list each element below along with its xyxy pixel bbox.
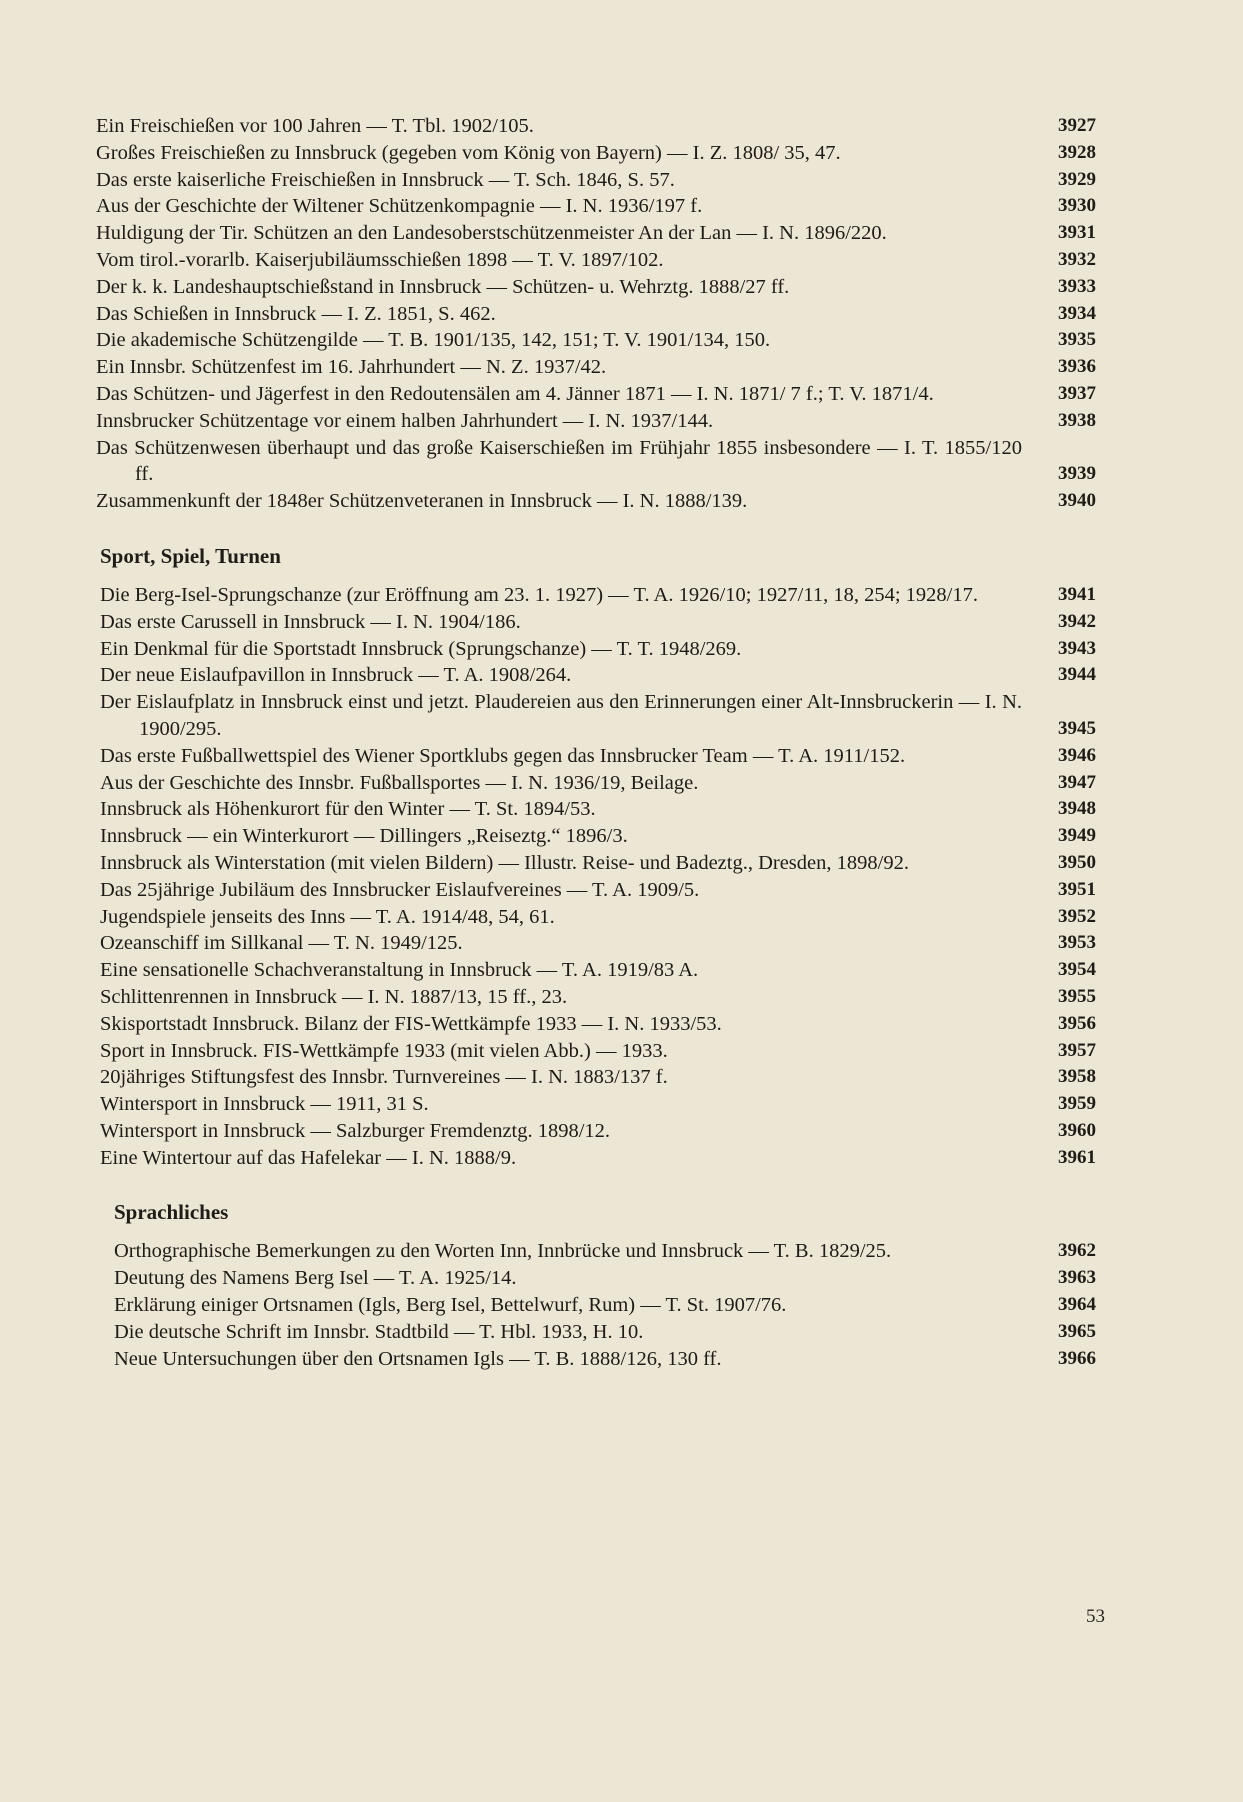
entry-text: Neue Untersuchungen über den Ortsnamen Igls — T. B. 1888/126, 130 ff. [114, 1347, 722, 1370]
entry-number: 3966 [1058, 1347, 1096, 1369]
entry-text: Der neue Eislaufpavillon in Innsbruck — T. A. 1908/264. [100, 664, 572, 687]
section-heading: Sport, Spiel, Turnen [100, 543, 281, 568]
entry-number: 3932 [1058, 248, 1096, 270]
entry-text: Das Schützenwesen überhaupt und das große Kaiserschießen im Frühjahr 1855 insbesondere — I. T. 1855/120 ff. [96, 436, 1022, 486]
bibliography-entry [96, 381, 1096, 408]
entry-number: 3941 [1058, 583, 1096, 605]
entry-number: 3937 [1058, 382, 1096, 404]
bibliography-entry [96, 167, 1096, 194]
section-schuetzen [96, 113, 1096, 515]
entry-number: 3946 [1058, 744, 1096, 766]
bibliography-entry [100, 850, 1096, 877]
entry-number: 3962 [1058, 1240, 1096, 1262]
bibliography-entry [100, 609, 1096, 636]
bibliography-entry [100, 662, 1096, 689]
bibliography-entry [100, 770, 1096, 797]
entry-text: Das 25jährige Jubiläum des Innsbrucker Eislaufvereines — T. A. 1909/5. [100, 878, 700, 901]
entry-text: Der k. k. Landeshauptschießstand in Innsbruck — Schützen- u. Wehrztg. 1888/27 ff. [96, 275, 790, 298]
bibliography-entry [100, 1145, 1096, 1172]
entry-text: Innsbruck als Höhenkurort für den Winter — T. St. 1894/53. [100, 798, 596, 821]
entry-number: 3936 [1058, 356, 1096, 378]
section-heading: Sprachliches [114, 1200, 229, 1225]
entry-text: Innsbruck — ein Winterkurort — Dillingers „Reiseztg.“ 1896/3. [100, 825, 628, 848]
bibliography-entry [114, 1292, 1096, 1319]
bibliography-entry [100, 636, 1096, 663]
bibliography-entry [114, 1346, 1096, 1373]
bibliography-entry [100, 930, 1096, 957]
entry-number: 3944 [1058, 664, 1096, 686]
bibliography-entry [96, 327, 1096, 354]
entry-number: 3931 [1058, 222, 1096, 244]
entry-number: 3949 [1058, 825, 1096, 847]
entry-number: 3958 [1058, 1066, 1096, 1088]
section-sport [100, 543, 1096, 1172]
entry-list [100, 582, 1096, 1172]
entry-text: 20jähriges Stiftungsfest des Innsbr. Turnvereines — I. N. 1883/137 f. [100, 1066, 668, 1089]
bibliography-entry [100, 689, 1096, 743]
bibliography-entry [96, 274, 1096, 301]
entry-text: Schlittenrennen in Innsbruck — I. N. 1887/13, 15 ff., 23. [100, 985, 568, 1008]
bibliography-entry [100, 823, 1096, 850]
bibliography-entry [100, 1064, 1096, 1091]
entry-list [96, 113, 1096, 515]
bibliography-entry [114, 1265, 1096, 1292]
entry-text: Deutung des Namens Berg Isel — T. A. 1925/14. [114, 1267, 517, 1290]
entry-number: 3960 [1058, 1119, 1096, 1141]
entry-text: Zusammenkunft der 1848er Schützenveteranen in Innsbruck — I. N. 1888/139. [96, 490, 748, 513]
page-number: 53 [1086, 1606, 1105, 1627]
entry-text: Das Schießen in Innsbruck — I. Z. 1851, S. 462. [96, 302, 496, 325]
bibliography-entry [100, 1038, 1096, 1065]
entry-text: Ein Innsbr. Schützenfest im 16. Jahrhundert — N. Z. 1937/42. [96, 356, 607, 379]
entry-list [114, 1238, 1096, 1372]
bibliography-entry [100, 1091, 1096, 1118]
entry-number: 3957 [1058, 1039, 1096, 1061]
entry-text: Wintersport in Innsbruck — Salzburger Fremdenztg. 1898/12. [100, 1119, 611, 1142]
bibliography-entry [96, 113, 1096, 140]
entry-number: 3939 [1058, 463, 1096, 485]
bibliography-entry [100, 1118, 1096, 1145]
entry-number: 3943 [1058, 637, 1096, 659]
bibliography-entry [96, 435, 1096, 489]
entry-text: Aus der Geschichte des Innsbr. Fußballsportes — I. N. 1936/19, Beilage. [100, 771, 699, 794]
bibliography-page [96, 113, 1096, 1372]
bibliography-entry [96, 193, 1096, 220]
entry-text: Orthographische Bemerkungen zu den Worten Inn, Innbrücke und Innsbruck — T. B. 1829/25. [114, 1240, 892, 1263]
entry-text: Das erste kaiserliche Freischießen in Innsbruck — T. Sch. 1846, S. 57. [96, 168, 675, 191]
entry-number: 3956 [1058, 1012, 1096, 1034]
entry-number: 3955 [1058, 985, 1096, 1007]
entry-text: Aus der Geschichte der Wiltener Schützenkompagnie — I. N. 1936/197 f. [96, 195, 703, 218]
bibliography-entry [100, 904, 1096, 931]
entry-number: 3951 [1058, 878, 1096, 900]
bibliography-entry [96, 488, 1096, 515]
entry-text: Huldigung der Tir. Schützen an den Landesoberstschützenmeister An der Lan — I. N. 1896/220. [96, 222, 887, 245]
entry-text: Innsbrucker Schützentage vor einem halben Jahrhundert — I. N. 1937/144. [96, 409, 714, 432]
entry-text: Jugendspiele jenseits des Inns — T. A. 1914/48, 54, 61. [100, 905, 555, 928]
entry-text: Die deutsche Schrift im Innsbr. Stadtbild — T. Hbl. 1933, H. 10. [114, 1320, 644, 1343]
entry-number: 3940 [1058, 490, 1096, 512]
entry-text: Wintersport in Innsbruck — 1911, 31 S. [100, 1093, 429, 1116]
bibliography-entry [100, 582, 1096, 609]
bibliography-entry [96, 140, 1096, 167]
entry-number: 3933 [1058, 275, 1096, 297]
bibliography-entry [114, 1319, 1096, 1346]
entry-number: 3965 [1058, 1320, 1096, 1342]
entry-text: Großes Freischießen zu Innsbruck (gegeben vom König von Bayern) — I. Z. 1808/ 35, 47. [96, 141, 841, 164]
entry-number: 3953 [1058, 932, 1096, 954]
bibliography-entry [100, 796, 1096, 823]
entry-text: Das erste Fußballwettspiel des Wiener Sportklubs gegen das Innsbrucker Team — T. A. 1911/152. [100, 744, 906, 767]
entry-text: Ein Freischießen vor 100 Jahren — T. Tbl. 1902/105. [96, 115, 534, 137]
entry-number: 3959 [1058, 1093, 1096, 1115]
entry-number: 3950 [1058, 851, 1096, 873]
entry-number: 3954 [1058, 959, 1096, 981]
entry-text: Das erste Carussell in Innsbruck — I. N. 1904/186. [100, 610, 521, 633]
entry-number: 3938 [1058, 409, 1096, 431]
entry-text: Ozeanschiff im Sillkanal — T. N. 1949/125. [100, 932, 463, 955]
entry-number: 3929 [1058, 168, 1096, 190]
bibliography-entry [100, 957, 1096, 984]
entry-number: 3964 [1058, 1294, 1096, 1316]
entry-number: 3934 [1058, 302, 1096, 324]
bibliography-entry [114, 1238, 1096, 1265]
entry-number: 3928 [1058, 141, 1096, 163]
entry-number: 3963 [1058, 1267, 1096, 1289]
entry-text: Ein Denkmal für die Sportstadt Innsbruck (Sprungschanze) — T. T. 1948/269. [100, 637, 742, 660]
entry-text: Vom tirol.-vorarlb. Kaiserjubiläumsschießen 1898 — T. V. 1897/102. [96, 248, 664, 271]
bibliography-entry [100, 877, 1096, 904]
entry-text: Innsbruck als Winterstation (mit vielen Bildern) — Illustr. Reise- und Badeztg., Dresden, 1898/92. [100, 851, 909, 874]
entry-text: Das Schützen- und Jägerfest in den Redoutensälen am 4. Jänner 1871 — I. N. 1871/ 7 f.; T. V. 1871/4. [96, 382, 934, 405]
bibliography-entry [96, 354, 1096, 381]
bibliography-entry [96, 408, 1096, 435]
entry-text: Die akademische Schützengilde — T. B. 1901/135, 142, 151; T. V. 1901/134, 150. [96, 329, 771, 352]
entry-text: Sport in Innsbruck. FIS-Wettkämpfe 1933 (mit vielen Abb.) — 1933. [100, 1039, 668, 1062]
entry-text: Erklärung einiger Ortsnamen (Igls, Berg Isel, Bettelwurf, Rum) — T. St. 1907/76. [114, 1294, 787, 1317]
entry-number: 3945 [1058, 717, 1096, 739]
bibliography-entry [100, 1011, 1096, 1038]
entry-number: 3927 [1058, 115, 1096, 136]
entry-text: Skisportstadt Innsbruck. Bilanz der FIS-Wettkämpfe 1933 — I. N. 1933/53. [100, 1012, 722, 1035]
entry-number: 3930 [1058, 195, 1096, 217]
entry-number: 3952 [1058, 905, 1096, 927]
entry-number: 3947 [1058, 771, 1096, 793]
bibliography-entry [100, 743, 1096, 770]
entry-number: 3961 [1058, 1146, 1096, 1168]
entry-number: 3948 [1058, 798, 1096, 820]
entry-text: Eine Wintertour auf das Hafelekar — I. N. 1888/9. [100, 1146, 517, 1169]
bibliography-entry [100, 984, 1096, 1011]
entry-text: Die Berg-Isel-Sprungschanze (zur Eröffnung am 23. 1. 1927) — T. A. 1926/10; 1927/11, 18, 254; 1928/17. [100, 583, 978, 606]
section-sprachliches [114, 1199, 1096, 1372]
bibliography-entry [96, 301, 1096, 328]
bibliography-entry [96, 247, 1096, 274]
entry-text: Eine sensationelle Schachveranstaltung in Innsbruck — T. A. 1919/83 A. [100, 959, 699, 982]
entry-number: 3942 [1058, 610, 1096, 632]
entry-number: 3935 [1058, 329, 1096, 351]
entry-text: Der Eislaufplatz in Innsbruck einst und jetzt. Plaudereien aus den Erinnerungen einer Alt-Innsbruckerin — I. N. 1900/295. [100, 691, 1022, 740]
bibliography-entry [96, 220, 1096, 247]
